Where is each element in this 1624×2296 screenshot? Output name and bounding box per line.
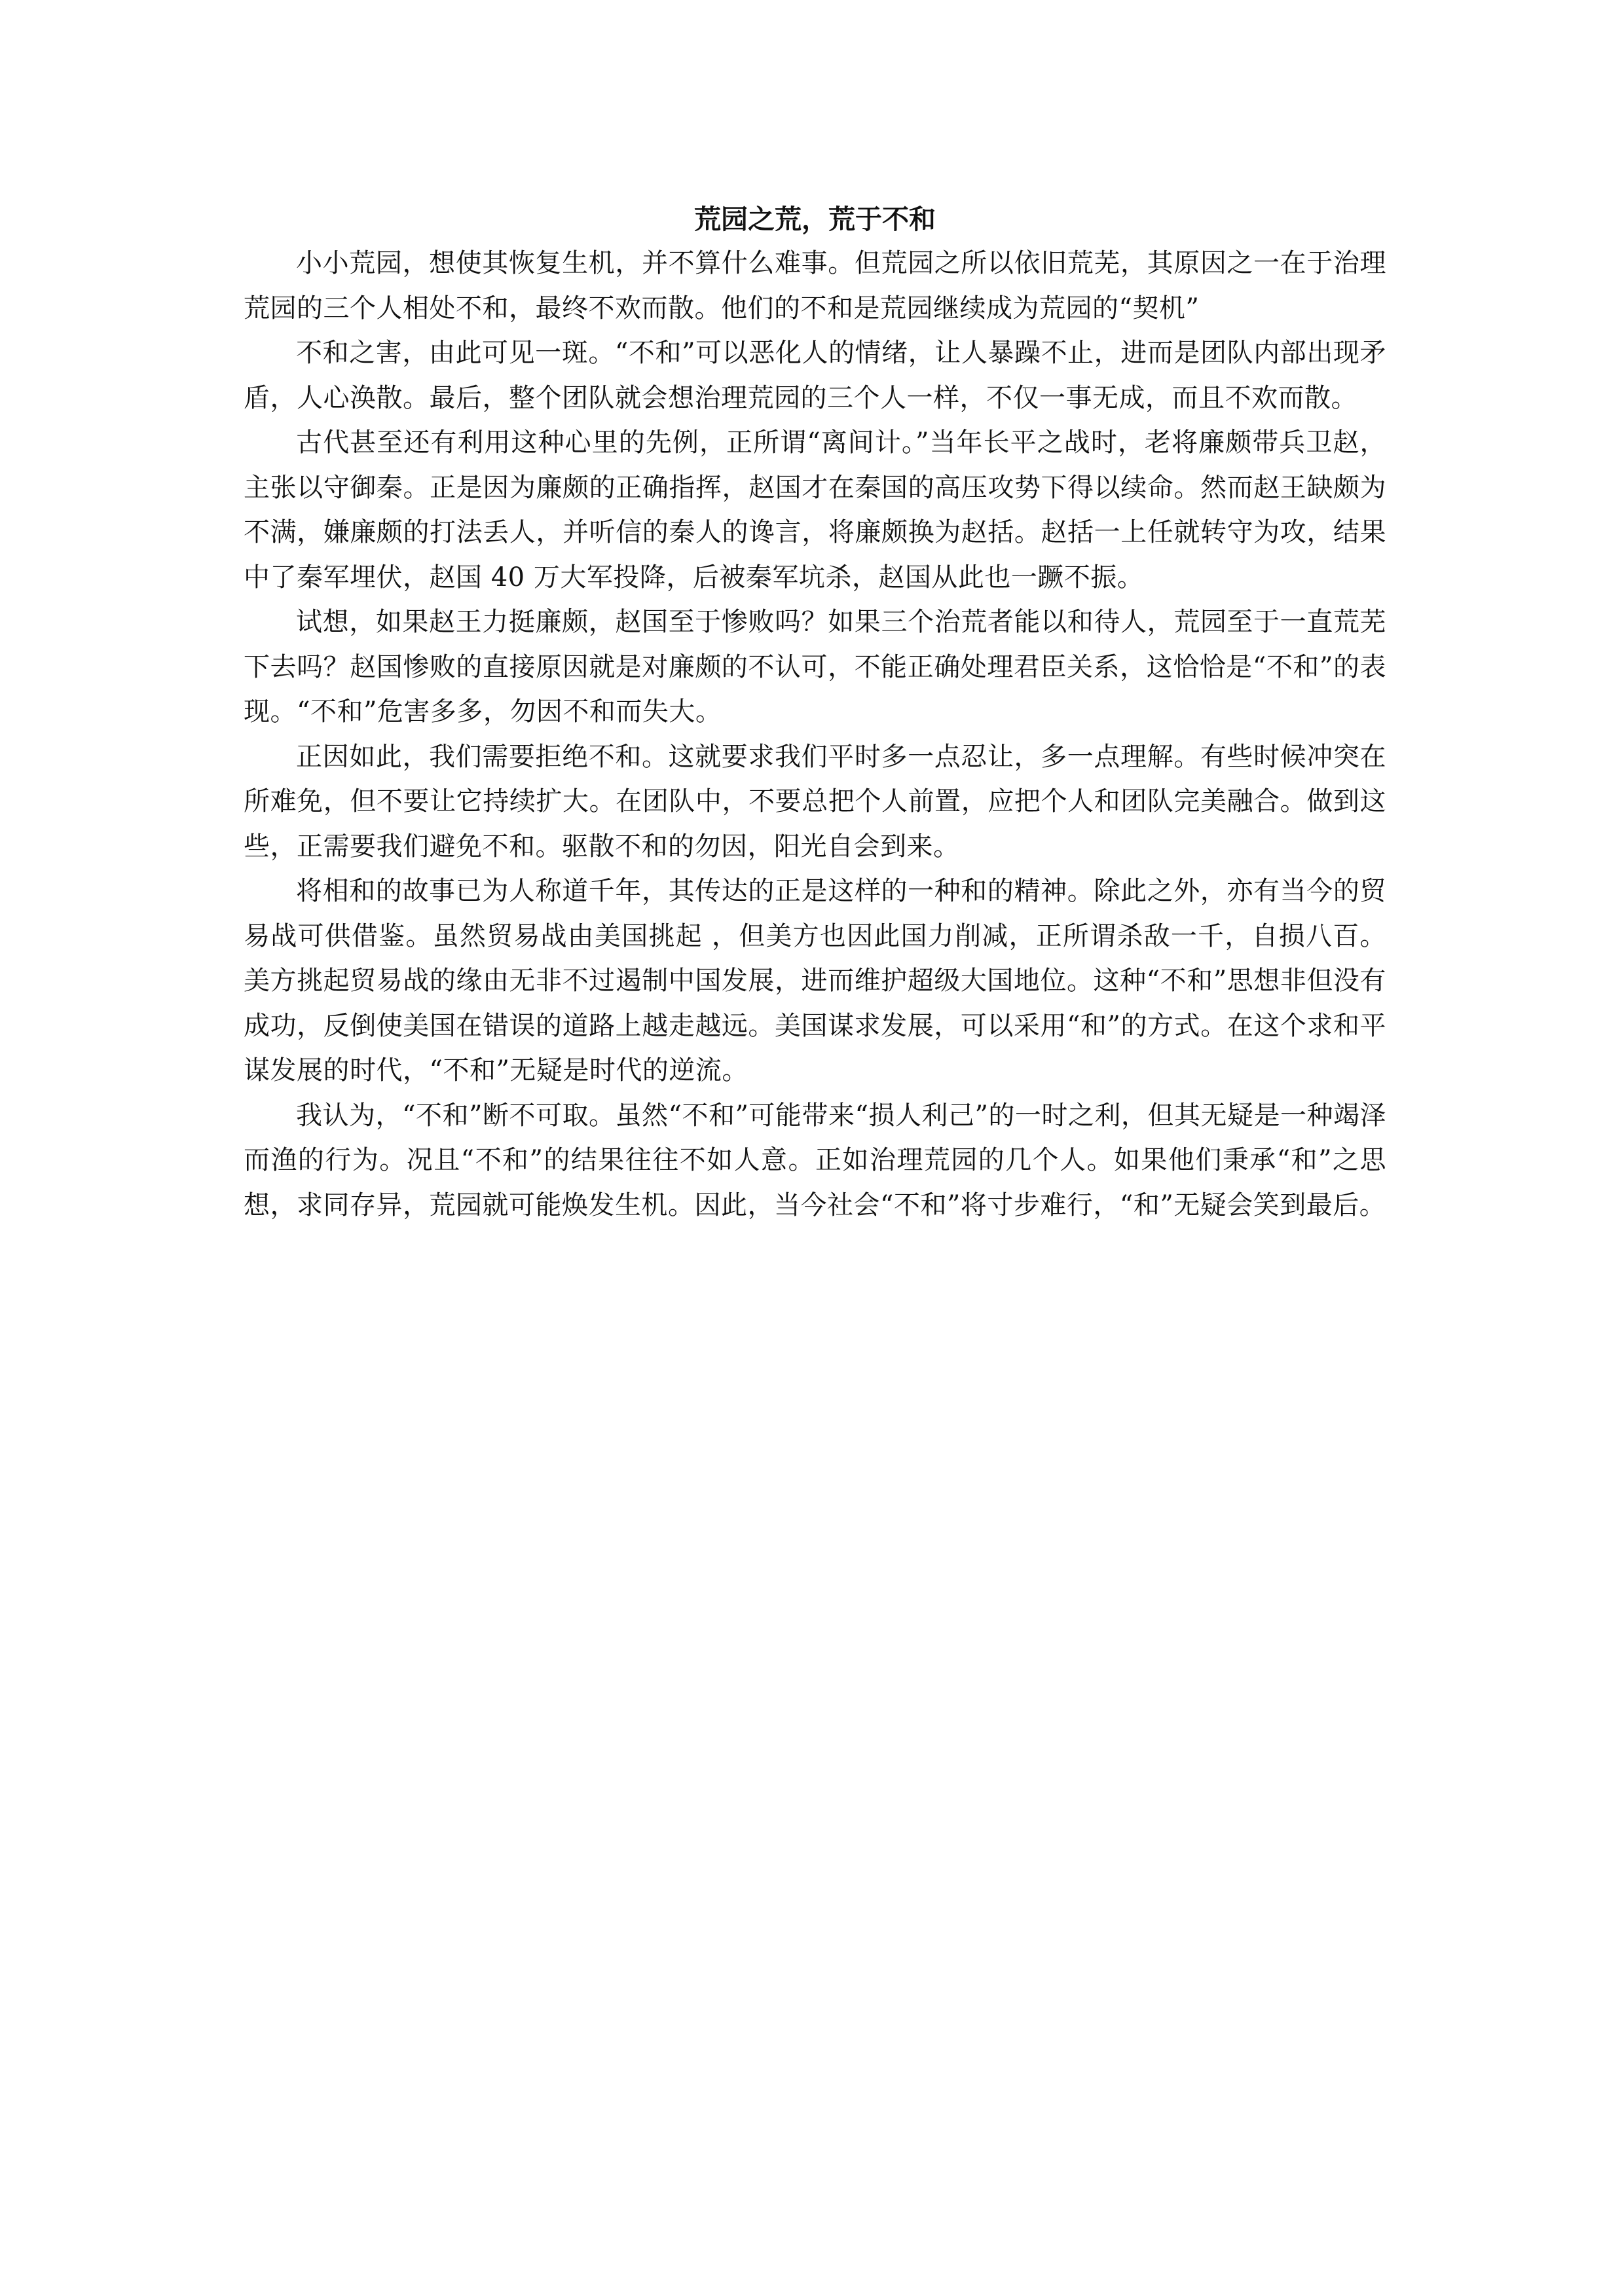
paragraph-4: 试想，如果赵王力挺廉颇，赵国至于惨败吗？如果三个治荒者能以和待人，荒园至于一直荒芜下去吗？赵国惨败的直接原因就是对廉颇的不认可，不能正确处理君臣关系，这恰恰是“不和”的表现。“不和”危害多多，勿因不和而失大。 [244, 607, 1386, 727]
paragraph-2: 不和之害，由此可见一斑。“不和”可以恶化人的情绪，让人暴躁不止，进而是团队内部出现矛盾，人心涣散。最后，整个团队就会想治理荒园的三个人一样，不仅一事无成，而且不欢而散。 [244, 338, 1386, 413]
essay-body [244, 198, 1386, 1228]
paragraph-6: 将相和的故事已为人称道千年，其传达的正是这样的一种和的精神。除此之外，亦有当今的贸易战可供借鉴。虽然贸易战由美国挑起 ，但美方也因此国力削减，正所谓杀敌一千，自损八百。美方挑起贸易战的缘由无非不过遏制中国发展，进而维护超级大国地位。这种“不和”思想非但没有成功，反倒使美国在错误的道路上越走越远。美国谋求发展，可以采用“和”的方式。在这个求和平谋发展的时代，“不和”无疑是时代的逆流。 [244, 876, 1386, 1085]
paragraph-3: 古代甚至还有利用这种心里的先例，正所谓“离间计。”当年长平之战时，老将廉颇带兵卫赵，主张以守御秦。正是因为廉颇的正确指挥，赵国才在秦国的高压攻势下得以续命。然而赵王缺颇为不满，嫌廉颇的打法丢人，并听信的秦人的谗言，将廉颇换为赵括。赵括一上任就转守为攻，结果中了秦军埋伏，赵国 40 万大军投降，后被秦军坑杀，赵国从此也一蹶不振。 [244, 428, 1386, 592]
paragraph-1: 小小荒园，想使其恢复生机，并不算什么难事。但荒园之所以依旧荒芜，其原因之一在于治理荒园的三个人相处不和，最终不欢而散。他们的不和是荒园继续成为荒园的“契机” [244, 248, 1386, 323]
paragraph-5: 正因如此，我们需要拒绝不和。这就要求我们平时多一点忍让，多一点理解。有些时候冲突在所难免，但不要让它持续扩大。在团队中，不要总把个人前置，应把个人和团队完美融合。做到这些，正需要我们避免不和。驱散不和的勿因，阳光自会到来。 [244, 741, 1386, 862]
paragraph-7: 我认为，“不和”断不可取。虽然“不和”可能带来“损人利己”的一时之利，但其无疑是一种竭泽而渔的行为。况且“不和”的结果往往不如人意。正如治理荒园的几个人。如果他们秉承“和”之思想，求同存异，荒园就可能焕发生机。因此，当今社会“不和”将寸步难行，“和”无疑会笑到最后。 [244, 1100, 1386, 1220]
essay-title: 荒园之荒，荒于不和 [694, 204, 936, 235]
